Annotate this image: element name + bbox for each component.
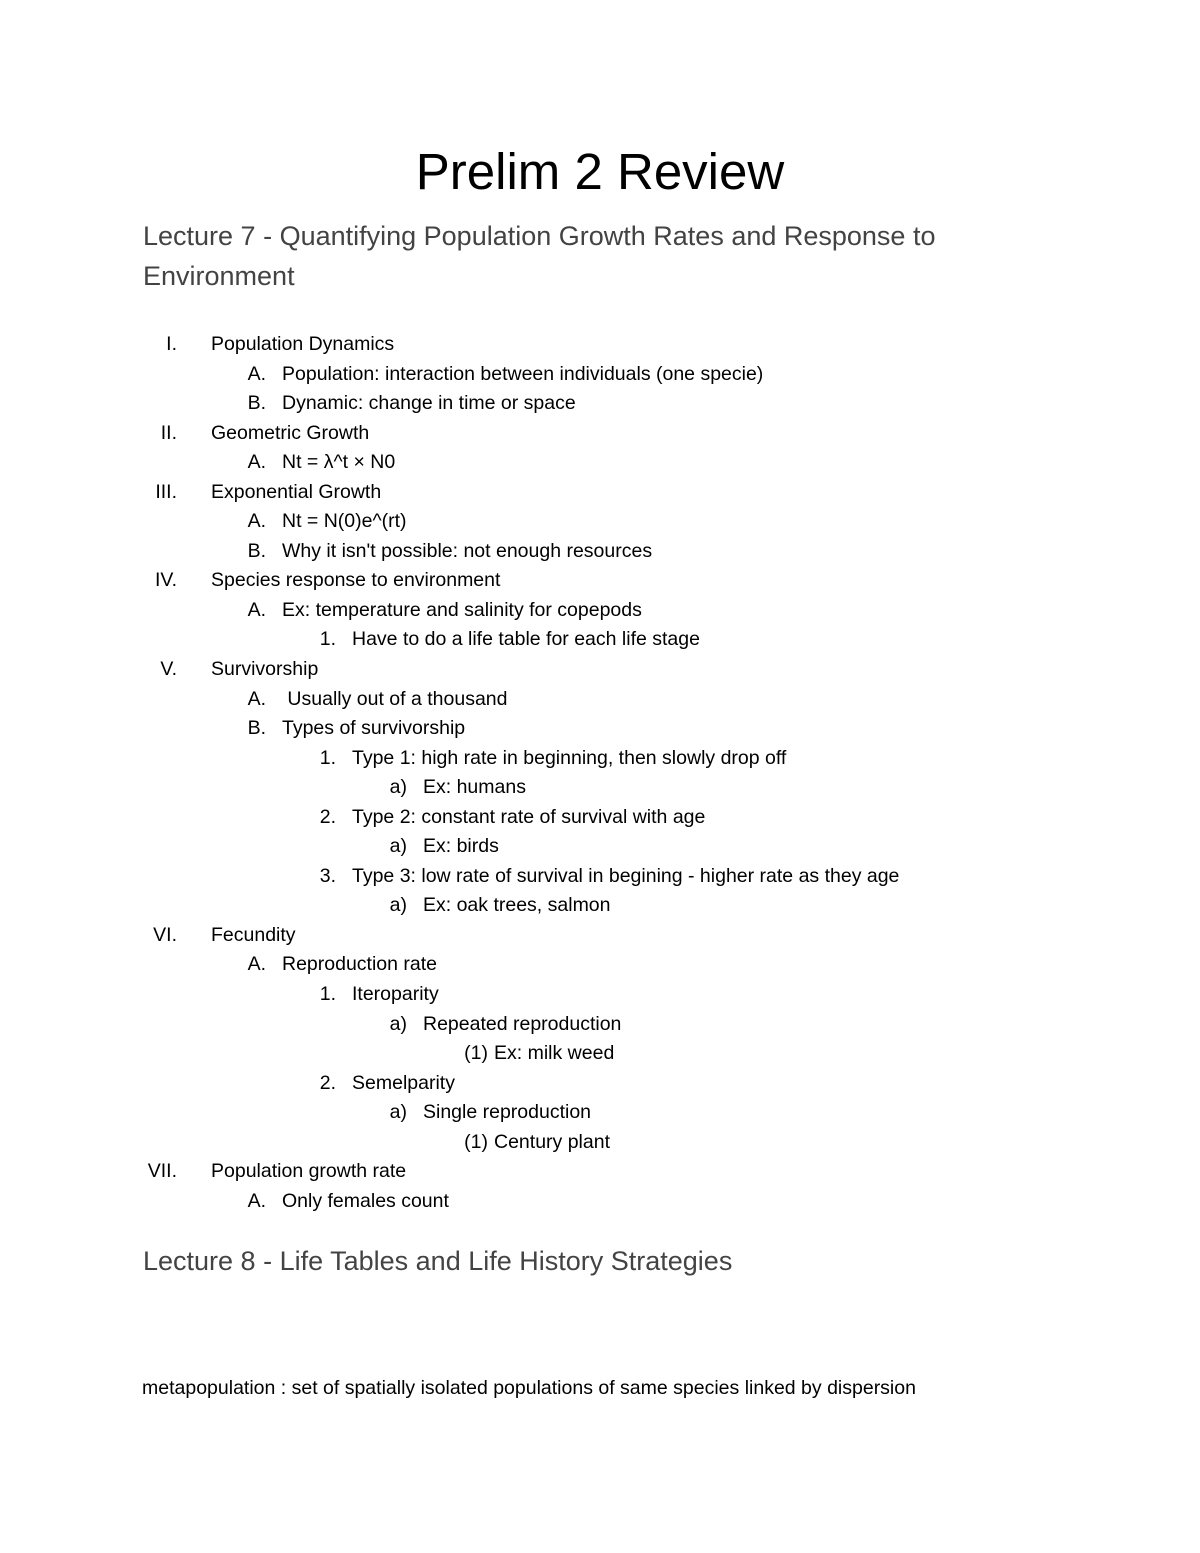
outline-text: Geometric Growth xyxy=(211,421,370,444)
outline-text: Repeated reproduction xyxy=(423,1012,622,1035)
document-title: Prelim 2 Review xyxy=(415,143,785,200)
outline-item xyxy=(0,950,1200,980)
outline-text: Ex: oak trees, salmon xyxy=(423,894,611,917)
outline-item xyxy=(0,1069,1200,1099)
outline-item xyxy=(0,478,1200,508)
outline-marker: VII. xyxy=(147,1160,177,1183)
outline-marker: VI. xyxy=(153,923,177,946)
outline-item xyxy=(0,744,1200,774)
outline-marker: B. xyxy=(247,392,266,415)
outline-text: Population growth rate xyxy=(211,1160,407,1183)
outline-marker: (1) xyxy=(464,1042,488,1065)
outline-marker: A. xyxy=(247,510,266,533)
outline-marker: A. xyxy=(247,687,266,710)
outline-marker: I. xyxy=(166,333,177,355)
outline-marker: A. xyxy=(247,451,266,474)
outline-item xyxy=(0,1157,1200,1187)
outline-item xyxy=(0,832,1200,862)
outline-text: Type 3: low rate of survival in begining - higher rate as they age xyxy=(352,864,900,887)
outline-text: Dynamic: change in time or space xyxy=(282,392,576,415)
outline-marker: a) xyxy=(389,835,407,858)
outline-text: Fecundity xyxy=(211,923,296,946)
outline-marker: V. xyxy=(160,658,177,681)
outline-text: Single reproduction xyxy=(423,1101,592,1124)
outline-item xyxy=(0,330,1200,360)
outline-item xyxy=(0,1010,1200,1040)
outline-marker: 1. xyxy=(319,746,336,769)
outline-text: Species response to environment xyxy=(211,569,501,592)
outline-text: Have to do a life table for each life stage xyxy=(352,628,700,651)
outline-text: Type 2: constant rate of survival with age xyxy=(352,805,706,828)
outline-item xyxy=(0,1128,1200,1158)
outline-text: Ex: temperature and salinity for copepods xyxy=(282,598,642,621)
outline-marker: II. xyxy=(160,421,177,444)
outline-text: Ex: birds xyxy=(423,835,499,858)
outline-marker: III. xyxy=(155,480,177,503)
outline-item xyxy=(0,1039,1200,1069)
outline-text: Exponential Growth xyxy=(211,480,382,503)
outline-item xyxy=(0,507,1200,537)
outline-item xyxy=(0,803,1200,833)
outline-marker: 2. xyxy=(319,1071,336,1094)
outline-marker: B. xyxy=(247,539,266,562)
lecture-7-heading: Lecture 7 - Quantifying Population Growth Rates and Response to Environment xyxy=(143,221,936,291)
outline-marker: 3. xyxy=(319,864,336,887)
outline-text: Usually out of a thousand xyxy=(282,687,508,710)
outline-text: Reproduction rate xyxy=(282,953,438,976)
outline-text: Century plant xyxy=(494,1130,610,1153)
outline-text: Iteroparity xyxy=(352,983,439,1006)
outline-item xyxy=(0,625,1200,655)
outline-item xyxy=(0,360,1200,390)
outline-item xyxy=(0,537,1200,567)
outline-text: Why it isn't possible: not enough resources xyxy=(282,539,653,562)
outline-text: Nt = N(0)e^(rt) xyxy=(282,510,407,533)
outline-item xyxy=(0,448,1200,478)
outline-marker: a) xyxy=(389,1012,407,1035)
outline-item xyxy=(0,685,1200,715)
outline-item xyxy=(0,1187,1200,1217)
metapopulation-definition: metapopulation : set of spatially isolated populations of same species linked by dispersion xyxy=(142,1377,916,1399)
outline-item xyxy=(0,419,1200,449)
outline-text: Semelparity xyxy=(352,1071,455,1094)
outline-marker: a) xyxy=(389,894,407,917)
outline-marker: IV. xyxy=(154,569,177,592)
outline-item xyxy=(0,714,1200,744)
outline-marker: A. xyxy=(247,362,266,385)
outline-item xyxy=(0,1098,1200,1128)
outline-text: Survivorship xyxy=(211,658,319,681)
outline-marker: B. xyxy=(247,717,266,740)
outline-marker: 2. xyxy=(319,805,336,828)
outline-item xyxy=(0,773,1200,803)
outline-marker: 1. xyxy=(319,983,336,1006)
outline-item xyxy=(0,655,1200,685)
outline-text: Population Dynamics xyxy=(211,333,395,355)
outline-marker: A. xyxy=(247,598,266,621)
outline-marker: a) xyxy=(389,1101,407,1124)
outline-text: Types of survivorship xyxy=(282,717,466,740)
outline-marker: (1) xyxy=(464,1130,488,1153)
outline-item xyxy=(0,566,1200,596)
outline-text: Nt = λ^t × N0 xyxy=(282,451,396,474)
outline-text: Ex: milk weed xyxy=(494,1042,615,1065)
lecture-8-heading: Lecture 8 - Life Tables and Life History Strategies xyxy=(143,1246,733,1276)
outline-marker: A. xyxy=(247,953,266,976)
outline-item xyxy=(0,921,1200,951)
outline-text: Ex: humans xyxy=(423,776,526,799)
outline-text: Population: interaction between individuals (one specie) xyxy=(282,362,764,385)
outline-marker: a) xyxy=(389,776,407,799)
outline-marker: 1. xyxy=(319,628,336,651)
outline-list xyxy=(0,330,1200,1216)
outline-item xyxy=(0,862,1200,892)
outline-marker: A. xyxy=(247,1189,266,1212)
outline-item xyxy=(0,891,1200,921)
outline-item xyxy=(0,389,1200,419)
outline-item xyxy=(0,596,1200,626)
outline-text: Type 1: high rate in beginning, then slowly drop off xyxy=(352,746,787,769)
outline-item xyxy=(0,980,1200,1010)
outline-text: Only females count xyxy=(282,1189,449,1212)
